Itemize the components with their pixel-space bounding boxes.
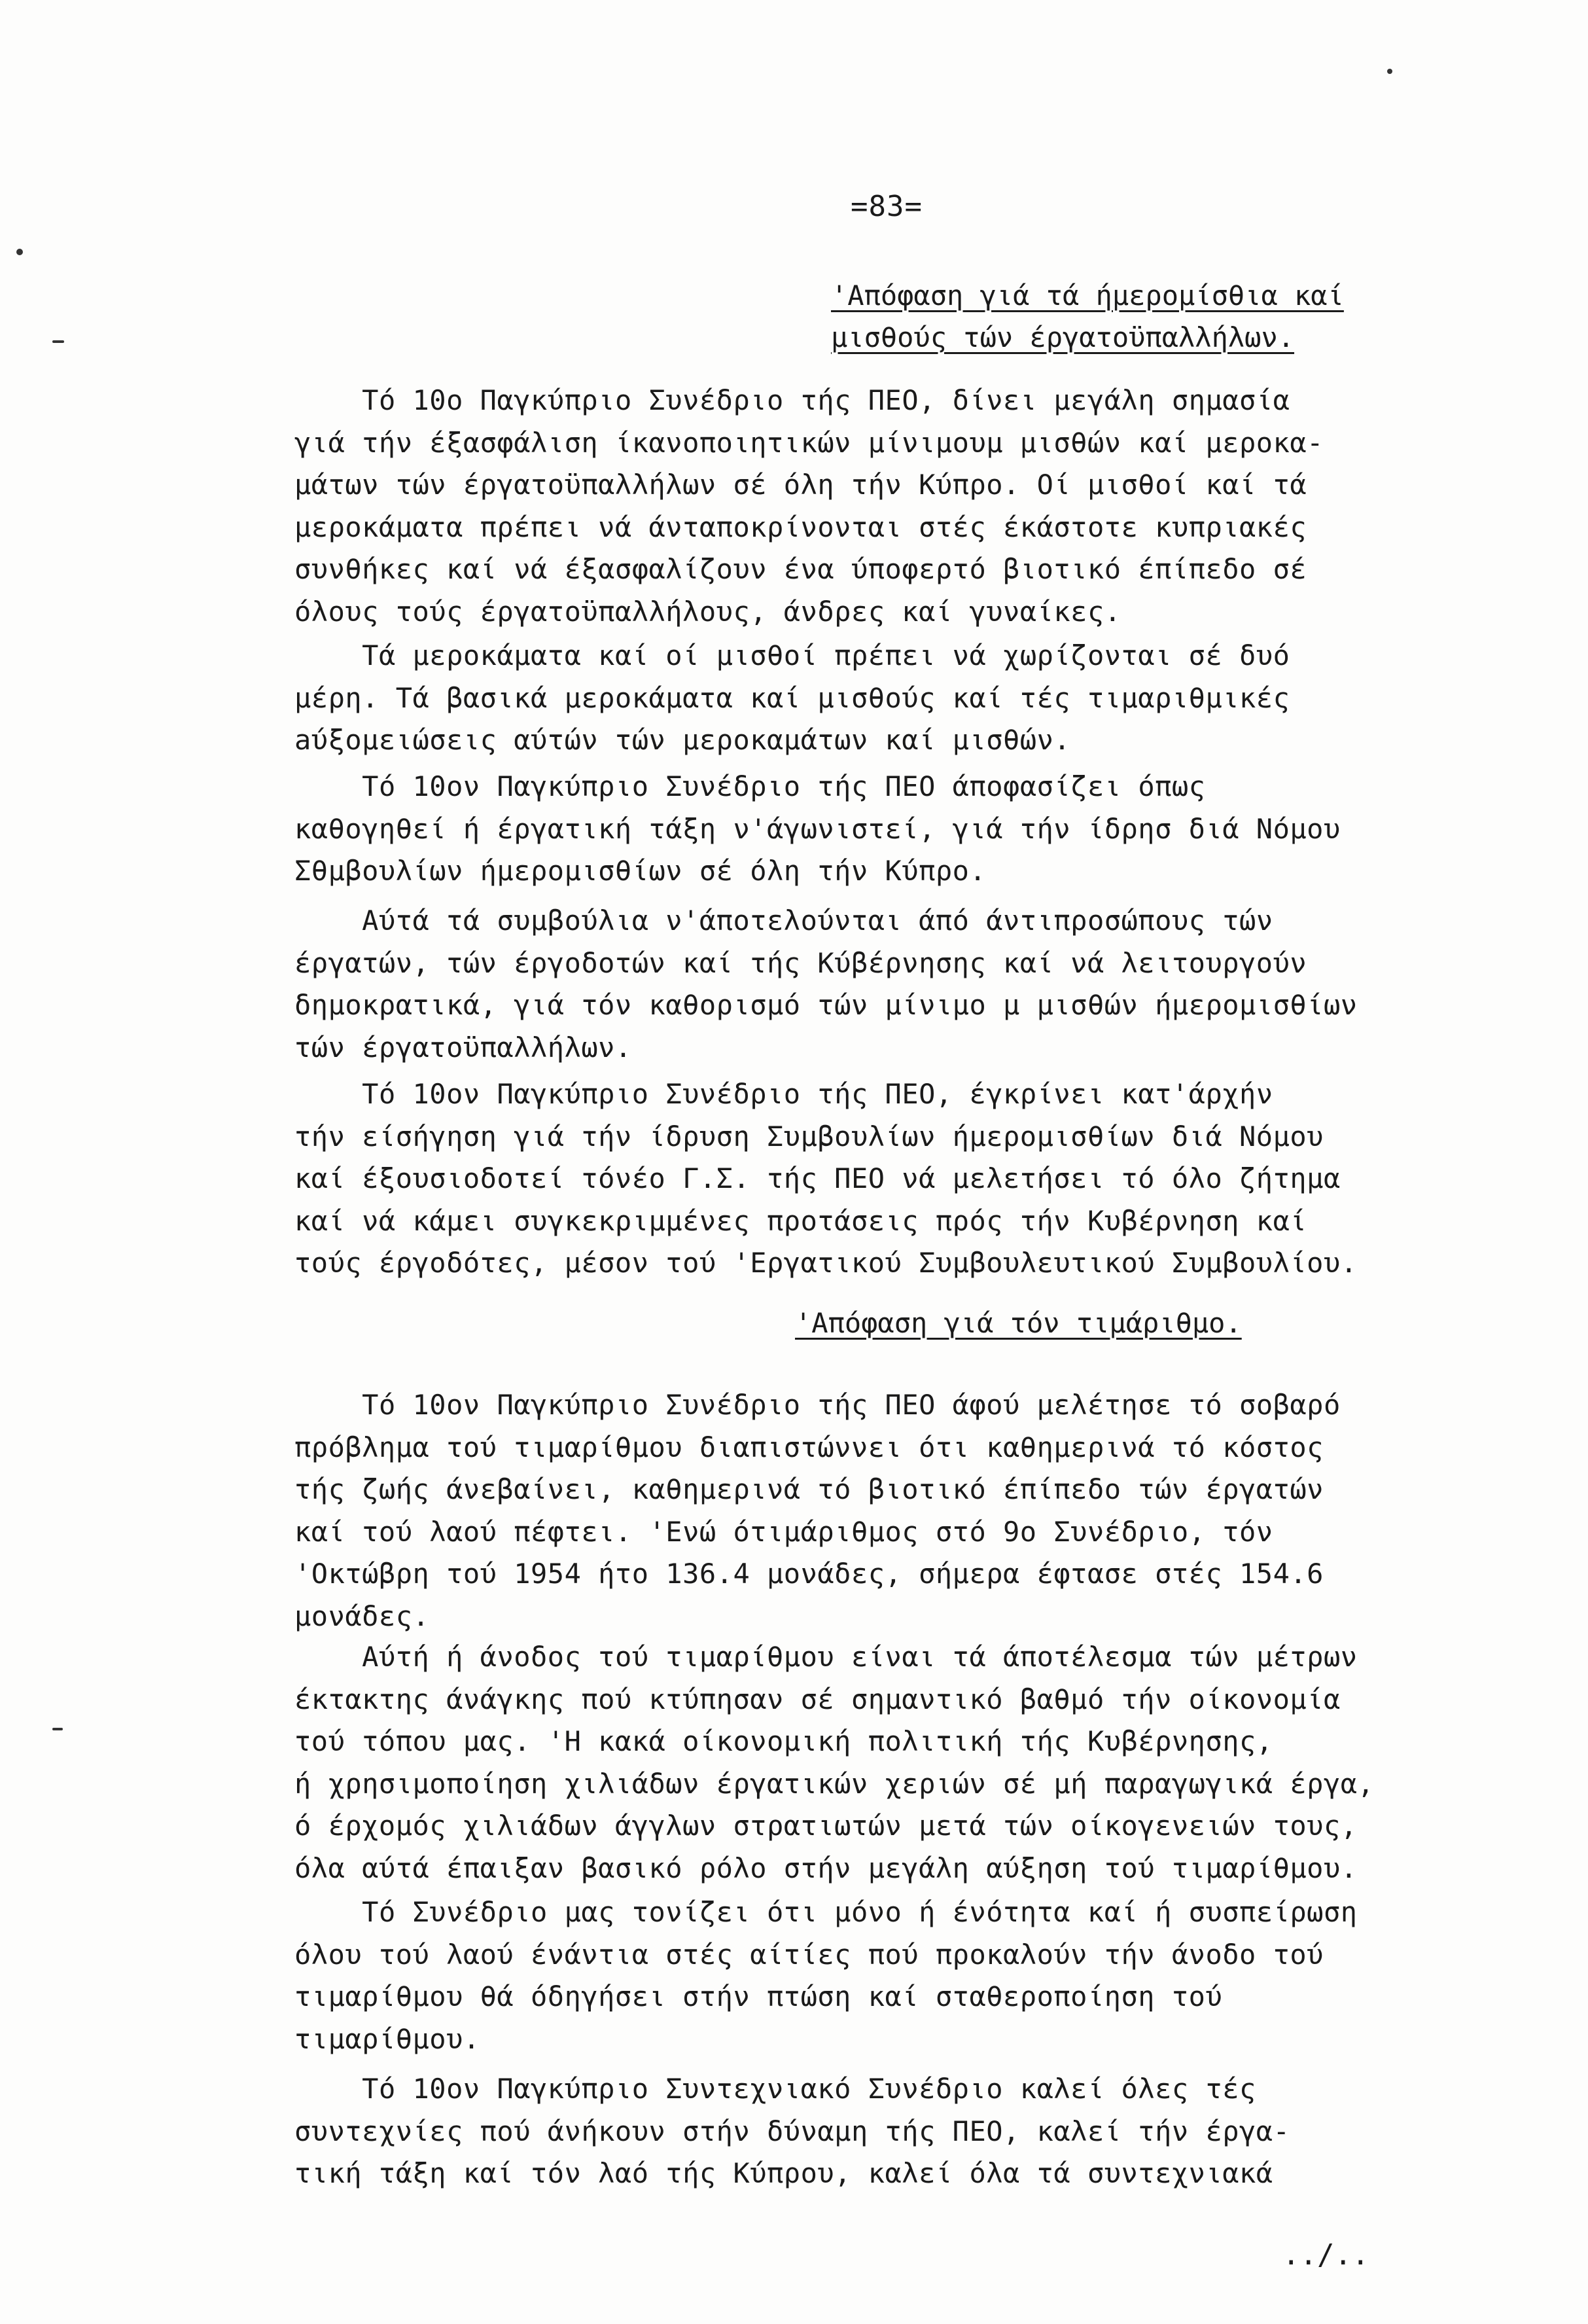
scan-speck: [52, 1728, 63, 1730]
page-number: =83=: [851, 190, 923, 223]
paragraph-price-index-rise: Τό 10ον Παγκύπριο Συνέδριο τής ΠΕΟ άφού μελέτησε τό σοβαρό πρόβλημα τού τιμαρίθμου διαπιστώννει ότι καθημερινά τό κόστος τής ζωής άνεβαίνει, καθημερινά τό βιοτικό έπίπεδο τών έργατών καί τού λαού πέφτει. 'Ενώ ότιμάριθμος στό 9ο Συνέδριο, τόν 'Οκτώβρη τού 1954 ήτο 136.4 μονάδες, σήμερα έφτασε στές 154.6 μονάδες.: [294, 1389, 1341, 1632]
paragraph-unity-call: Τό Συνέδριο μας τονίζει ότι μόνο ή ένότητα καί ή συσπείρωση όλου τού λαού ένάντια στές αίτίες πού προκαλούν τήν άνοδο τού τιμαρίθμου θά όδηγήσει στήν πτώση καί σταθεροποίηση τού τιμαρίθμου.: [294, 1896, 1358, 2055]
paragraph-proposal-approval: Τό 10ον Παγκύπριο Συνέδριο τής ΠΕΟ, έγκρίνει κατ'άρχήν τήν είσήγηση γιά τήν ίδρυση Συμβουλίων ήμερομισθίων διά Νόμου καί έξουσιοδοτεί τόνέο Γ.Σ. τής ΠΕΟ νά μελετήσει τό όλο ζήτημα καί νά κάμει συγκεκριμμένες προτάσεις πρός τήν Κυβέρνηση καί τούς έργοδότες, μέσον τού 'Εργατικού Συμβουλευτικού Συμβουλίου.: [294, 1078, 1358, 1279]
paragraph-wage-parts: Τά μεροκάματα καί οί μισθοί πρέπει νά χωρίζονται σέ δυό μέρη. Τά βασικά μεροκάματα καί μισθούς καί τές τιμαριθμικές aύξομειώσεις αύτών τών μεροκαμάτων καί μισθών.: [294, 639, 1290, 756]
heading-price-index-decision: 'Απόφαση γιά τόν τιμάριθμο.: [795, 1307, 1242, 1339]
paragraph-minimum-wages: Τό 10ο Παγκύπριο Συνέδριο τής ΠΕΟ, δίνει μεγάλη σημασία γιά τήν έξασφάλιση ίκανοποιητικών μίνιμουμ μισθών καί μεροκα- μάτων τών έργατοϋπαλλήλων σέ όλη τήν Κύπρο. Οί μισθοί καί τά μεροκάματα πρέπει νά άνταποκρίνονται στές έκάστοτε κυπριακές συνθήκες καί νά έξασφαλίζουν ένα ύποφερτό βιοτικό έπίπεδο σέ όλους τούς έργατοϋπαλλήλους, άνδρες καί γυναίκες.: [294, 384, 1324, 628]
paragraph-congress-appeal: Τό 10ον Παγκύπριο Συντεχνιακό Συνέδριο καλεί όλες τές συντεχνίες πού άνήκουν στήν δύναμη τής ΠΕΟ, καλεί τήν έργα- τική τάξη καί τόν λαό τής Κύπρου, καλεί όλα τά συντεχνιακά: [294, 2073, 1290, 2189]
paragraph-causes-of-rise: Αύτή ή άνοδος τού τιμαρίθμου είναι τά άποτέλεσμα τών μέτρων έκτακτης άνάγκης πού κτύπησαν σέ σημαντικό βαθμό τήν οίκονομία τού τόπου μας. 'Η κακά οίκονομική πολιτική τής Κυβέρνησης, ή χρησιμοποίηση χιλιάδων έργατικών χεριών σέ μή παραγωγικά έργα, ό έρχομός χιλιάδων άγγλων στρατιωτών μετά τών οίκογενειών τους, όλα αύτά έπαιξαν βασικό ρόλο στήν μεγάλη αύξηση τού τιμαρίθμου.: [294, 1641, 1375, 1884]
paragraph-council-composition: Αύτά τά συμβούλια ν'άποτελούνται άπό άντιπροσώπους τών έργατών, τών έργοδοτών καί τής Κύβέρνησης καί νά λειτουργούν δημοκρατικά, γιά τόν καθορισμό τών μίνιμο μ μισθών ήμερομισθίων τών έργατοϋπαλλήλων.: [294, 904, 1358, 1064]
scan-speck: [16, 249, 23, 255]
continuation-mark: ../..: [1282, 2238, 1369, 2272]
scan-speck: [52, 340, 64, 343]
paragraph-wage-councils-law: Τό 10ον Παγκύπριο Συνέδριο τής ΠΕΟ άποφασίζει όπως καθογηθεί ή έργατική τάξη ν'άγωνιστεί, γιά τήν ίδρησ διά Νόμου Σθμβουλίων ήμερομισθίων σέ όλη τήν Κύπρο.: [294, 770, 1341, 887]
heading-wages-decision: 'Απόφαση γιά τά ήμερομίσθια καί μισθούς τών έργατοϋπαλλήλων.: [831, 279, 1344, 353]
scan-speck: [1387, 69, 1392, 74]
